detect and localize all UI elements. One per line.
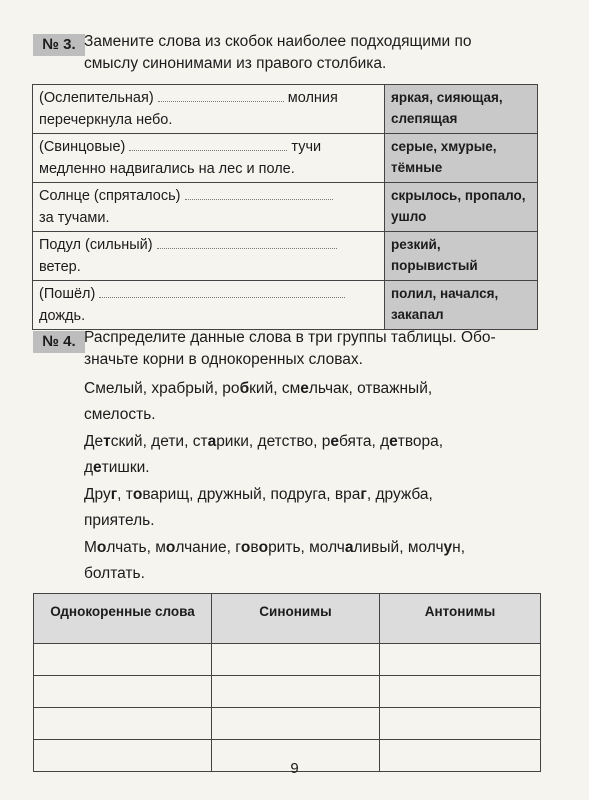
word-group: Смелый, храбрый, робкий, смельчак, отважный, смелость.: [84, 380, 433, 423]
sentence-end: ветер.: [39, 259, 81, 275]
synonym-line: скрылось, пропало,: [391, 188, 526, 203]
exercise-4-task-line: Распределите данные слова в три группы таблицы. Обо-: [84, 329, 496, 346]
word-groups-table: [33, 593, 541, 772]
table-row: [34, 676, 541, 708]
synonyms-cell: [385, 183, 538, 232]
word-group: Детский, дети, старики, детство, ребята, детвора, детишки.: [84, 433, 444, 476]
sentence-start: Подул (сильный): [39, 237, 153, 253]
answer-blank[interactable]: [99, 283, 345, 298]
sentence-cell: [33, 134, 385, 183]
table-row: [33, 85, 538, 134]
table-row: [34, 708, 541, 740]
exercise-3-task-line: Замените слова из скобок наиболее подходящими по: [84, 33, 472, 50]
synonym-line: закапал: [391, 307, 444, 322]
synonym-line: ушло: [391, 209, 427, 224]
table-row: [34, 644, 541, 676]
column-header-synonyms: Синонимы: [212, 594, 380, 644]
synonym-line: полил, начался,: [391, 286, 499, 301]
column-header-cognates: Однокоренные слова: [34, 594, 212, 644]
answer-blank[interactable]: [158, 87, 284, 102]
sentence-end: за тучами.: [39, 210, 110, 226]
word-group: Друг, товарищ, дружный, подруга, враг, дружба, приятель.: [84, 486, 433, 529]
table-header-row: [34, 594, 541, 644]
sentence-start: (Пошёл): [39, 286, 96, 302]
synonym-line: тёмные: [391, 160, 443, 175]
sentence-word: тучи: [291, 139, 322, 155]
synonyms-cell: [385, 134, 538, 183]
answer-cell[interactable]: [380, 708, 541, 740]
sentence-end: медленно надвигались на лес и поле.: [39, 161, 295, 177]
sentence-cell: [33, 85, 385, 134]
page-number: 9: [290, 760, 299, 777]
exercise-4-task: [84, 327, 546, 371]
sentence-cell: [33, 183, 385, 232]
answer-blank[interactable]: [185, 185, 333, 200]
synonyms-cell: [385, 85, 538, 134]
word-group: Молчать, молчание, говорить, молчаливый, молчун, болтать.: [84, 539, 466, 582]
column-header-antonyms: Антонимы: [380, 594, 541, 644]
synonym-line: серые, хмурые,: [391, 139, 497, 154]
sentence-start: (Ослепительная): [39, 90, 154, 106]
table-row: [33, 134, 538, 183]
answer-cell[interactable]: [380, 644, 541, 676]
answer-blank[interactable]: [157, 234, 337, 249]
sentence-word: молния: [287, 90, 338, 106]
answer-cell[interactable]: [212, 708, 380, 740]
synonym-line: слепящая: [391, 111, 458, 126]
synonyms-cell: [385, 232, 538, 281]
exercise-4-number: № 4.: [33, 331, 85, 353]
answer-cell[interactable]: [380, 676, 541, 708]
exercise-3-task: [84, 31, 544, 75]
sentence-cell: [33, 281, 385, 330]
synonym-line: яркая, сияющая,: [391, 90, 503, 105]
sentence-end: дождь.: [39, 308, 86, 324]
exercise-3-number: № 3.: [33, 34, 85, 56]
table-row: [33, 281, 538, 330]
synonyms-table: [32, 84, 538, 330]
synonyms-cell: [385, 281, 538, 330]
answer-blank[interactable]: [129, 136, 287, 151]
answer-cell[interactable]: [34, 708, 212, 740]
exercise-3-task-line: смыслу синонимами из правого столбика.: [84, 55, 387, 72]
answer-cell[interactable]: [34, 644, 212, 676]
word-groups: [84, 376, 544, 588]
sentence-cell: [33, 232, 385, 281]
answer-cell[interactable]: [212, 644, 380, 676]
table-row: [33, 232, 538, 281]
synonym-line: порывистый: [391, 258, 478, 273]
sentence-end: перечеркнула небо.: [39, 112, 173, 128]
exercise-4-task-line: значьте корни в однокоренных словах.: [84, 351, 363, 368]
answer-cell[interactable]: [34, 676, 212, 708]
answer-cell[interactable]: [212, 676, 380, 708]
sentence-start: (Свинцовые): [39, 139, 126, 155]
table-row: [33, 183, 538, 232]
sentence-start: Солнце (спряталось): [39, 188, 181, 204]
synonym-line: резкий,: [391, 237, 441, 252]
